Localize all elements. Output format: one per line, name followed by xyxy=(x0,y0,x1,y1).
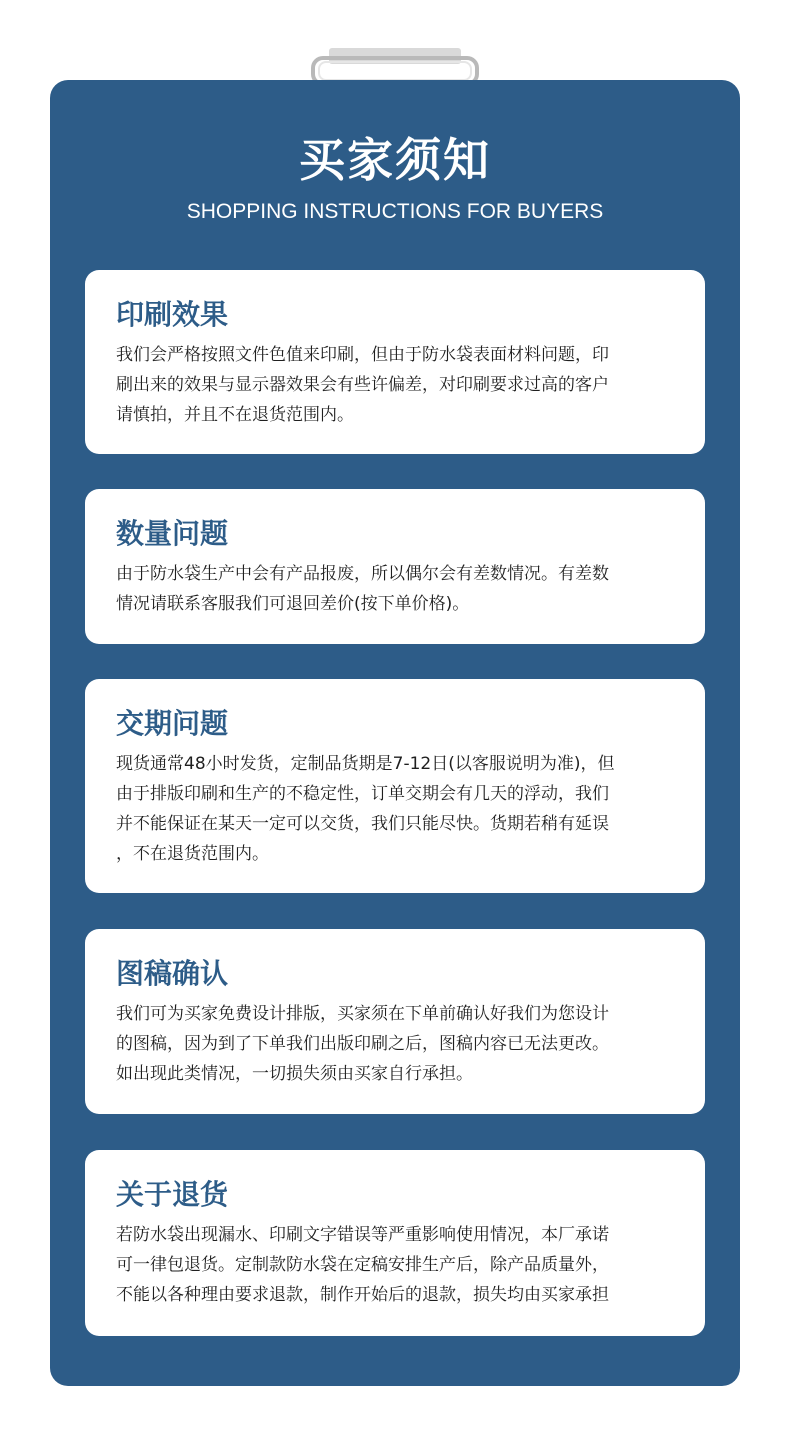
section-title: 数量问题 xyxy=(116,517,229,550)
section-text-line: 由于防水袋生产中会有产品报废，所以偶尔会有差数情况。有差数 xyxy=(116,564,609,584)
section-card-print-effect xyxy=(85,270,705,454)
section-body xyxy=(116,1220,677,1310)
page-title: 买家须知 xyxy=(299,133,491,187)
section-text-line: 请慎拍，并且不在退货范围内。 xyxy=(116,405,354,425)
section-text-line: 不能以各种理由要求退款，制作开始后的退款，损失均由买家承担 xyxy=(116,1285,609,1305)
section-body xyxy=(116,340,677,430)
section-card-quantity xyxy=(85,489,705,644)
section-text-line: 如出现此类情况，一切损失须由买家自行承担。 xyxy=(116,1064,473,1084)
section-title: 关于退货 xyxy=(116,1178,229,1211)
section-text-line: 情况请联系客服我们可退回差价(按下单价格)。 xyxy=(116,594,470,614)
section-text-line: ，不在退货范围内。 xyxy=(116,844,269,864)
section-text-line: 并不能保证在某天一定可以交货，我们只能尽快。货期若稍有延误 xyxy=(116,814,609,834)
section-title: 交期问题 xyxy=(116,707,229,740)
section-text-line: 由于排版印刷和生产的不稳定性，订单交期会有几天的浮动，我们 xyxy=(116,784,609,804)
section-text-line: 现货通常48小时发货，定制品货期是7-12日(以客服说明为准)，但 xyxy=(116,754,615,774)
section-card-artwork-confirm xyxy=(85,929,705,1114)
section-title: 图稿确认 xyxy=(116,957,229,990)
section-text-line: 我们可为买家免费设计排版，买家须在下单前确认好我们为您设计 xyxy=(116,1004,609,1024)
section-body xyxy=(116,559,677,619)
section-text-line: 若防水袋出现漏水、印刷文字错误等严重影响使用情况，本厂承诺 xyxy=(116,1225,609,1245)
section-body xyxy=(116,999,677,1089)
section-text-line: 可一律包退货。定制款防水袋在定稿安排生产后，除产品质量外， xyxy=(116,1255,609,1275)
section-card-delivery xyxy=(85,679,705,893)
page-subtitle: SHOPPING INSTRUCTIONS FOR BUYERS xyxy=(186,200,604,223)
section-text-line: 的图稿，因为到了下单我们出版印刷之后，图稿内容已无法更改。 xyxy=(116,1034,609,1054)
section-body xyxy=(116,749,677,869)
section-title: 印刷效果 xyxy=(116,298,229,331)
section-text-line: 我们会严格按照文件色值来印刷，但由于防水袋表面材料问题，印 xyxy=(116,345,609,365)
section-text-line: 刷出来的效果与显示器效果会有些许偏差，对印刷要求过高的客户 xyxy=(116,375,609,395)
section-card-returns xyxy=(85,1150,705,1336)
